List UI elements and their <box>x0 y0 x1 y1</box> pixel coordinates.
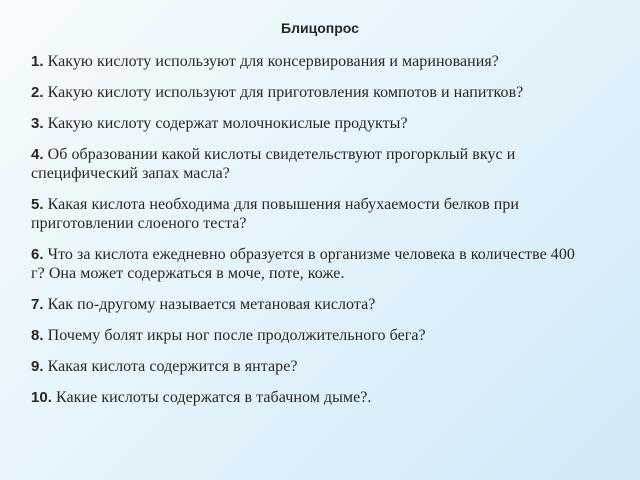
question-number: 6. <box>31 246 44 263</box>
question-item <box>31 114 591 133</box>
question-text: Какая кислота содержится в янтаре? <box>47 358 298 375</box>
question-number: 1. <box>31 53 44 70</box>
question-number: 10. <box>31 389 53 406</box>
question-number: 4. <box>31 146 44 163</box>
question-number: 9. <box>31 358 44 375</box>
question-text: Какую кислоту содержат молочнокислые продукты? <box>47 115 408 132</box>
question-text: Об образовании какой кислоты свидетельствуют прогорклый вкус и специфический запах масла? <box>31 146 516 182</box>
slide-title: Блицопрос <box>281 20 359 36</box>
question-number: 3. <box>31 115 44 132</box>
question-item <box>31 195 591 233</box>
question-item <box>31 295 591 314</box>
question-number: 2. <box>31 84 44 101</box>
question-text: Какую кислоту используют для приготовления компотов и напитков? <box>47 84 524 101</box>
question-text: Какую кислоту используют для консервирования и маринования? <box>47 53 499 70</box>
question-item <box>31 145 591 183</box>
question-text: Что за кислота ежедневно образуется в организме человека в количестве 400 г? Она может содержаться в моче, поте, коже. <box>31 246 575 282</box>
question-item <box>31 245 591 283</box>
question-number: 7. <box>31 296 44 313</box>
question-text: Какая кислота необходима для повышения набухаемости белков при приготовлении слоеного теста? <box>31 196 520 232</box>
question-item <box>31 326 591 345</box>
question-item <box>31 52 591 71</box>
question-item <box>31 357 591 376</box>
question-text: Какие кислоты содержатся в табачном дыме?. <box>56 389 372 406</box>
question-item <box>31 388 591 407</box>
question-text: Как по-другому называется метановая кислота? <box>47 296 376 313</box>
question-number: 5. <box>31 196 44 213</box>
question-item <box>31 83 591 102</box>
question-text: Почему болят икры ног после продолжительного бега? <box>47 327 426 344</box>
question-list <box>31 52 591 419</box>
question-number: 8. <box>31 327 44 344</box>
